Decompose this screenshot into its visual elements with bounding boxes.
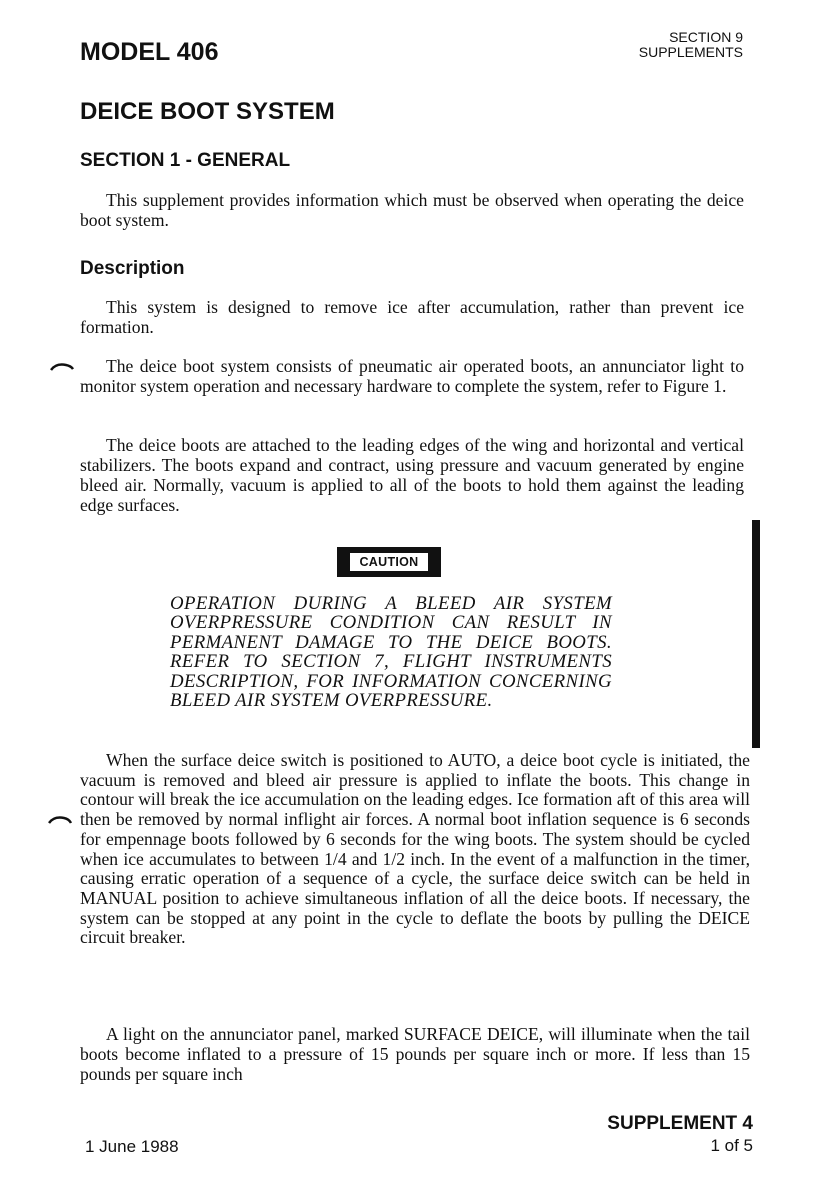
section-header — [639, 30, 743, 60]
revision-date: 1 June 1988 — [85, 1137, 179, 1156]
paragraph-operation: When the surface deice switch is positioned to AUTO, a deice boot cycle is initiated, the vacuum is removed and bleed air pressure is applied to inflate the boots. This change in contour will break the ice accumulation on the leading edges. Ice formation aft of this area will then be removed by normal inflight air forces. A normal boot inflation sequence is 6 seconds for empennage boots followed by 6 seconds for the wing boots. The system should be cycled when ice accumulates to between 1/4 and 1/2 inch. In the event of a malfunction in the timer, causing erratic operation of a sequence of a cycle, the surface deice switch can be held in MANUAL position to achieve simultaneous inflation of all the deice boots. If necessary, the system can be stopped at any point in the cycle to deflate the boots by pulling the DEICE circuit breaker. — [80, 750, 750, 948]
page-title: DEICE BOOT SYSTEM — [80, 98, 335, 125]
section-heading: SECTION 1 - GENERAL — [80, 150, 291, 171]
paragraph-purpose: This system is designed to remove ice after accumulation, rather than prevent ice formation. — [80, 297, 744, 337]
section-label: SECTION 9 — [669, 29, 743, 45]
intro-paragraph: This supplement provides information which must be observed when operating the deice boot system. — [80, 190, 744, 230]
page-number: 1 of 5 — [710, 1136, 753, 1155]
paragraph-annunciator: A light on the annunciator panel, marked SURFACE DEICE, will illuminate when the tail boots become inflated to a pressure of 15 pounds per square inch or more. If less than 15 pounds per square inch — [80, 1024, 750, 1084]
description-heading: Description — [80, 258, 185, 279]
revision-mark-icon — [48, 815, 72, 825]
caution-text: OPERATION DURING A BLEED AIR SYSTEM OVERPRESSURE CONDITION CAN RESULT IN PERMANENT DAMAGE TO THE DEICE BOOTS. REFER TO SECTION 7, FLIGHT INSTRUMENTS DESCRIPTION, FOR INFORMATION CONCERNING BLEED AIR SYSTEM OVERPRESSURE. — [170, 593, 612, 712]
revision-mark-icon — [50, 362, 74, 372]
supplements-label: SUPPLEMENTS — [638, 44, 743, 60]
paragraph-boots: The deice boots are attached to the leading edges of the wing and horizontal and vertical stabilizers. The boots expand and contract, using pressure and vacuum generated by engine bleed air. Normally, vacuum is applied to all of the boots to hold them against the leading edge surfaces. — [80, 435, 744, 515]
caution-label: CAUTION — [350, 553, 427, 571]
supplement-number: SUPPLEMENT 4 — [607, 1113, 753, 1134]
model-header: MODEL 406 — [80, 38, 219, 66]
paragraph-components: The deice boot system consists of pneumatic air operated boots, an annunciator light to monitor system operation and necessary hardware to complete the system, refer to Figure 1. — [80, 356, 744, 396]
change-bar — [752, 520, 760, 748]
caution-badge — [337, 547, 441, 577]
